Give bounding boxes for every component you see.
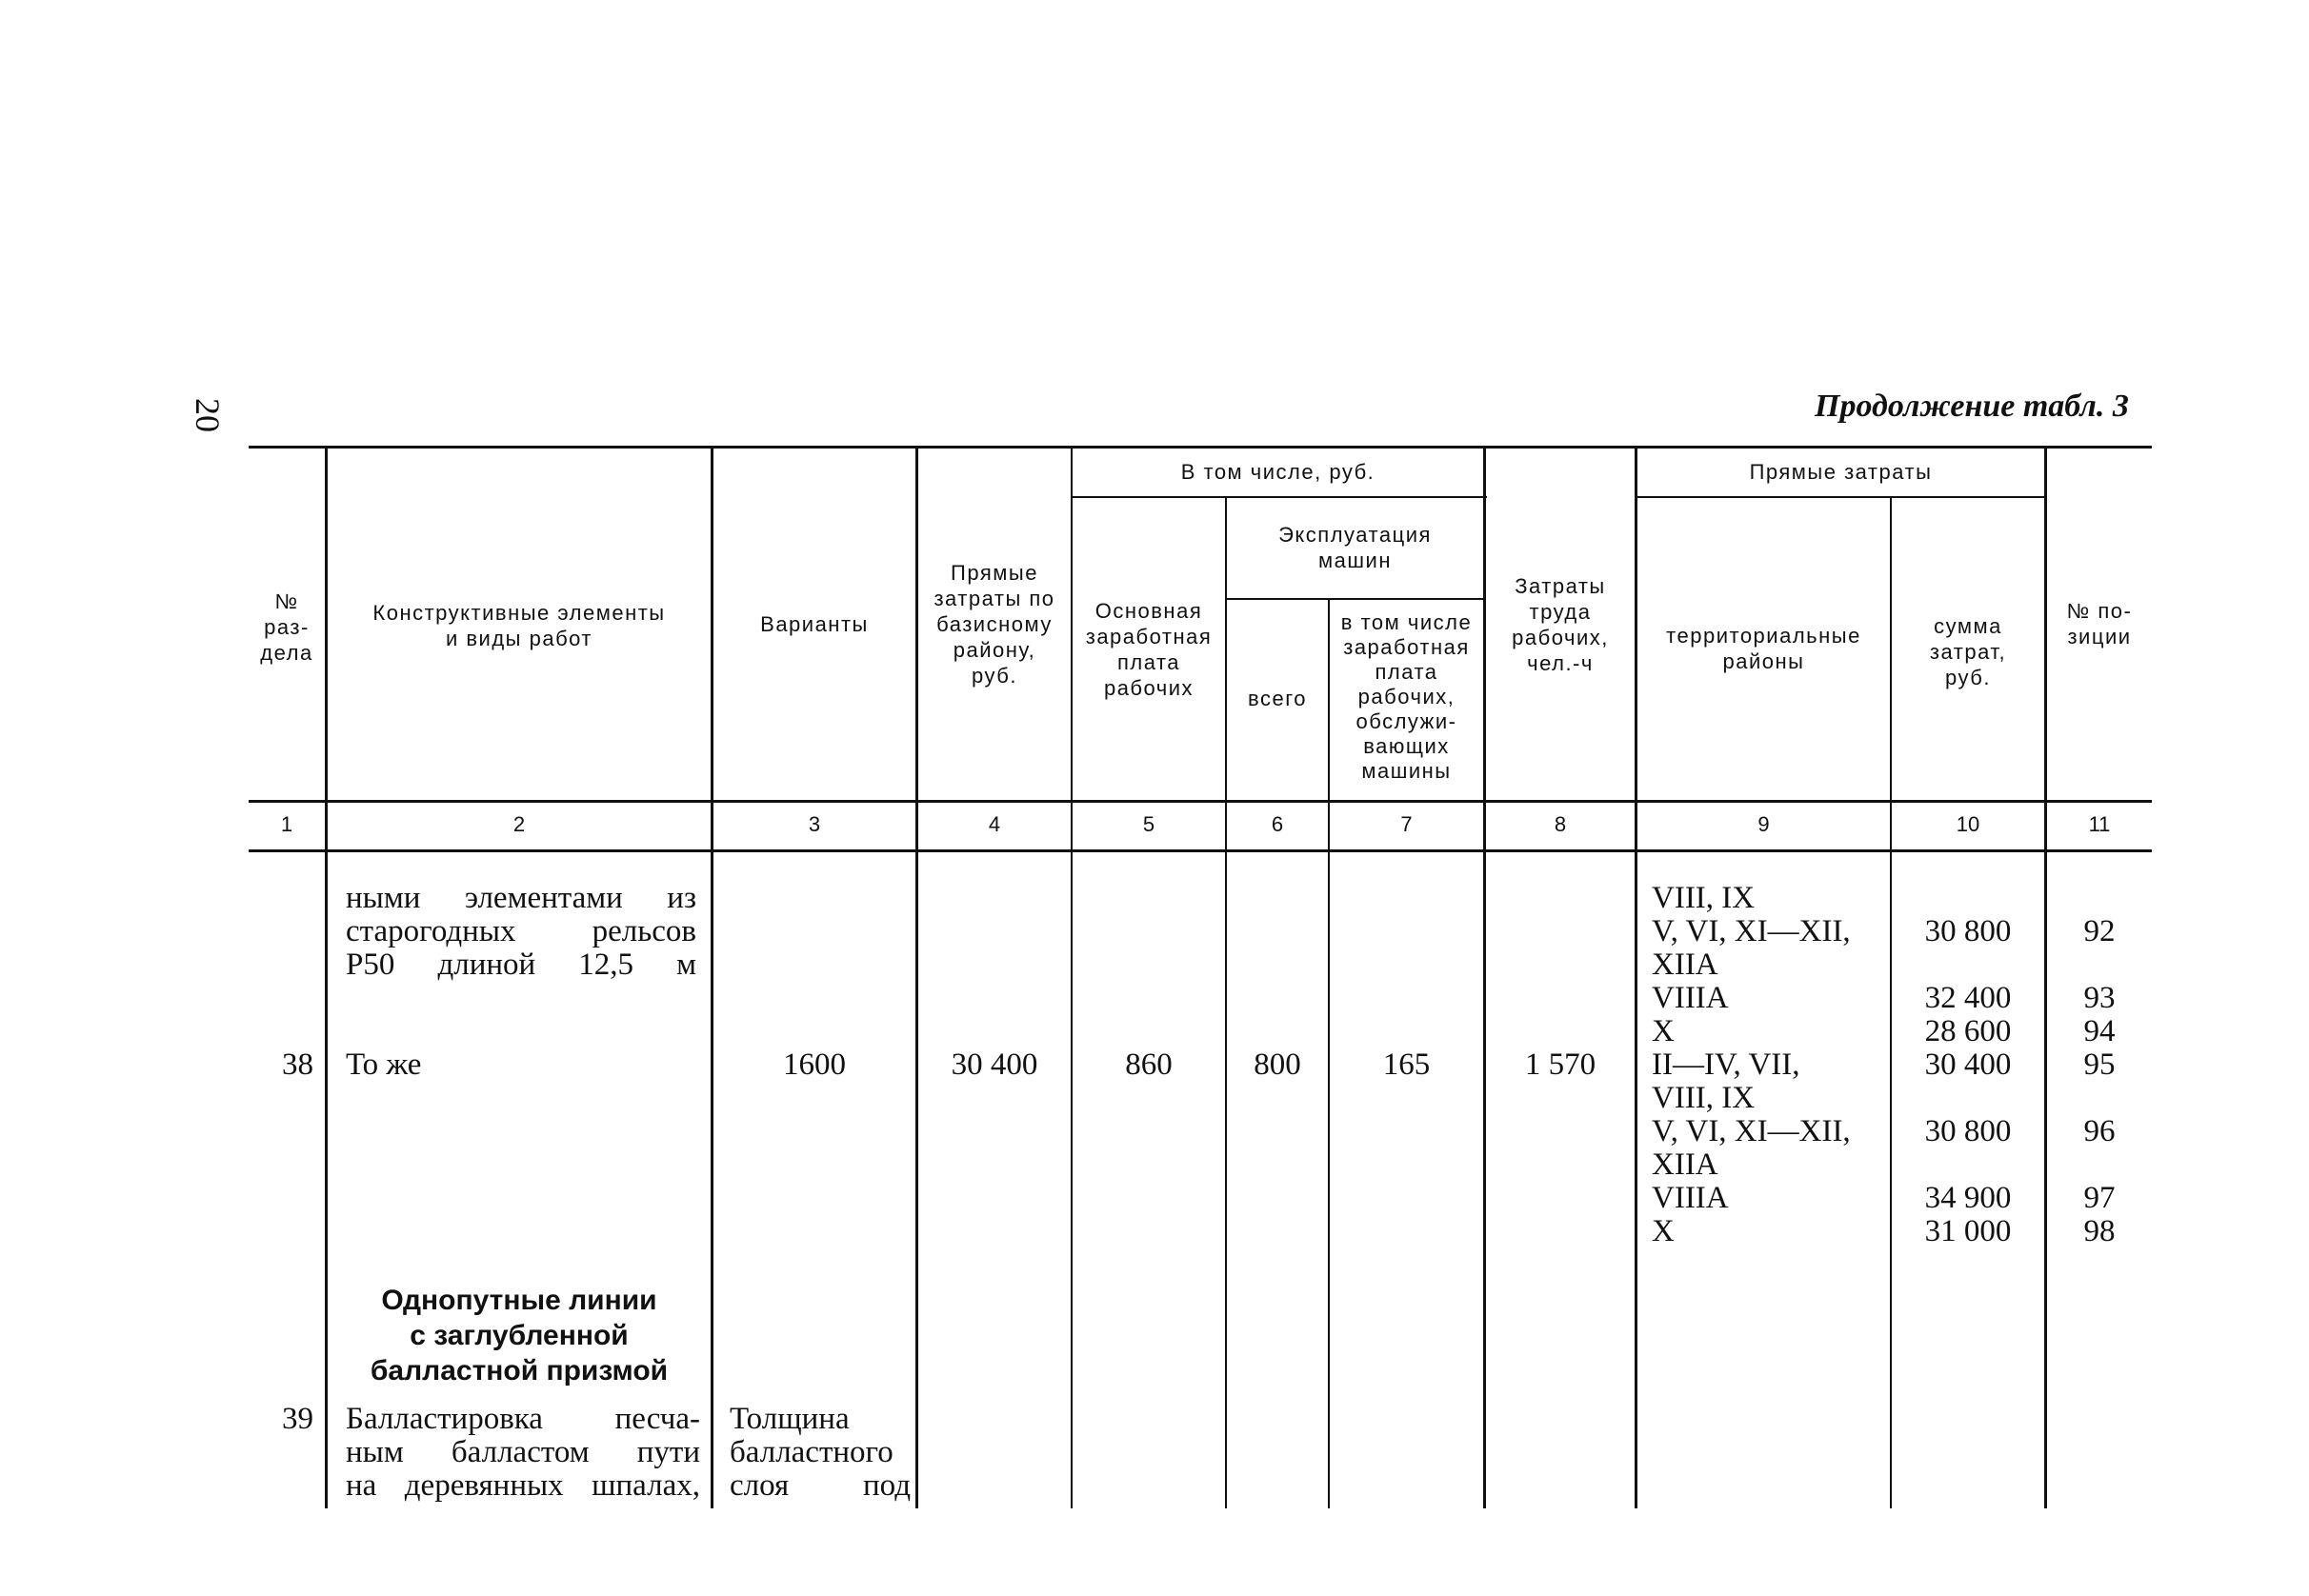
column-number: 9 — [1757, 812, 1770, 836]
header-col-machines-total: всего — [1248, 687, 1307, 710]
header-col-position-number: № по- зиции — [2066, 599, 2133, 648]
header-col-machines-wage: в том числе заработная плата рабочих, обслужи- вающих машины — [1340, 610, 1473, 783]
cost-sum: 30 800 — [1924, 914, 2012, 948]
header-col-regions: территориальные районы — [1666, 624, 1861, 673]
header-group-machines: Эксплуатация машин — [1278, 523, 1432, 572]
header-group-including: В том числе, руб. — [1180, 460, 1375, 484]
header-col-variants: Варианты — [760, 612, 869, 636]
header-col-direct-cost: Прямые затраты по базисному району, руб. — [934, 561, 1055, 688]
row-38-machines-total: 800 — [1254, 1047, 1301, 1082]
column-number: 2 — [512, 812, 526, 836]
header-col-labor: Затраты труда рабочих, чел.-ч — [1512, 574, 1609, 675]
continuation-description: ными элементами из старогодных рельсов Р50 длиной 12,5 м — [346, 881, 696, 982]
column-number: 4 — [988, 812, 1001, 836]
column-number: 5 — [1142, 812, 1155, 836]
position-number: 97 — [2083, 1181, 2116, 1215]
row-39-description: Балластировка песча- ным балластом пути на деревянных шпалах, — [346, 1402, 700, 1503]
position-number: 98 — [2083, 1214, 2116, 1248]
column-number: 10 — [1956, 812, 1980, 836]
row-39-variant: Толщина балластного слоя под — [730, 1402, 911, 1503]
cost-sum: 31 000 — [1924, 1214, 2012, 1248]
table-caption: Продолжение табл. 3 — [1815, 389, 2129, 424]
column-number: 7 — [1400, 812, 1413, 836]
header-col-cost-sum: сумма затрат, руб. — [1929, 614, 2007, 689]
row-38-number: 38 — [282, 1047, 313, 1082]
position-number: 93 — [2083, 981, 2116, 1015]
row-38-description: То же — [346, 1047, 422, 1082]
column-number: 8 — [1554, 812, 1567, 836]
position-number: 95 — [2083, 1047, 2116, 1082]
row-38-wage: 860 — [1125, 1047, 1173, 1082]
position-number: 96 — [2083, 1114, 2116, 1148]
section-title: Однопутные линии с заглубленной балластной призмой — [370, 1285, 669, 1387]
row-38-direct-cost: 30 400 — [951, 1047, 1038, 1082]
row-38-machines-wage: 165 — [1382, 1047, 1431, 1082]
position-number: 94 — [2083, 1014, 2116, 1048]
column-number: 1 — [280, 812, 293, 836]
column-number: 6 — [1271, 812, 1284, 836]
header-col-elements: Конструктивные элементы и виды работ — [372, 601, 666, 650]
row-38-variant: 1600 — [783, 1047, 846, 1082]
page-number: 20 — [189, 398, 227, 432]
row-38-labor: 1 570 — [1524, 1047, 1596, 1082]
header-group-direct-costs: Прямые затраты — [1749, 460, 1933, 484]
position-number: 92 — [2083, 914, 2116, 948]
header-col-base-wage: Основная заработная плата рабочих — [1085, 599, 1213, 700]
cost-sum: 30 400 — [1924, 1047, 2012, 1082]
cost-sum: 32 400 — [1924, 981, 2012, 1015]
cost-sum: 30 800 — [1924, 1114, 2012, 1148]
header-col-section-number: № раз- дела — [260, 589, 313, 665]
column-number: 11 — [2088, 812, 2111, 836]
cost-sum: 34 900 — [1924, 1181, 2012, 1215]
regions-list: VIII, IX V, VI, XI—XII, XIIA VIIIA X II—IV, VII, VIII, IX V, VI, XI—XII, XIIA VIIIA X — [1652, 881, 1851, 1248]
row-39-number: 39 — [282, 1402, 313, 1436]
column-number: 3 — [808, 812, 821, 836]
cost-sum: 28 600 — [1924, 1014, 2012, 1048]
